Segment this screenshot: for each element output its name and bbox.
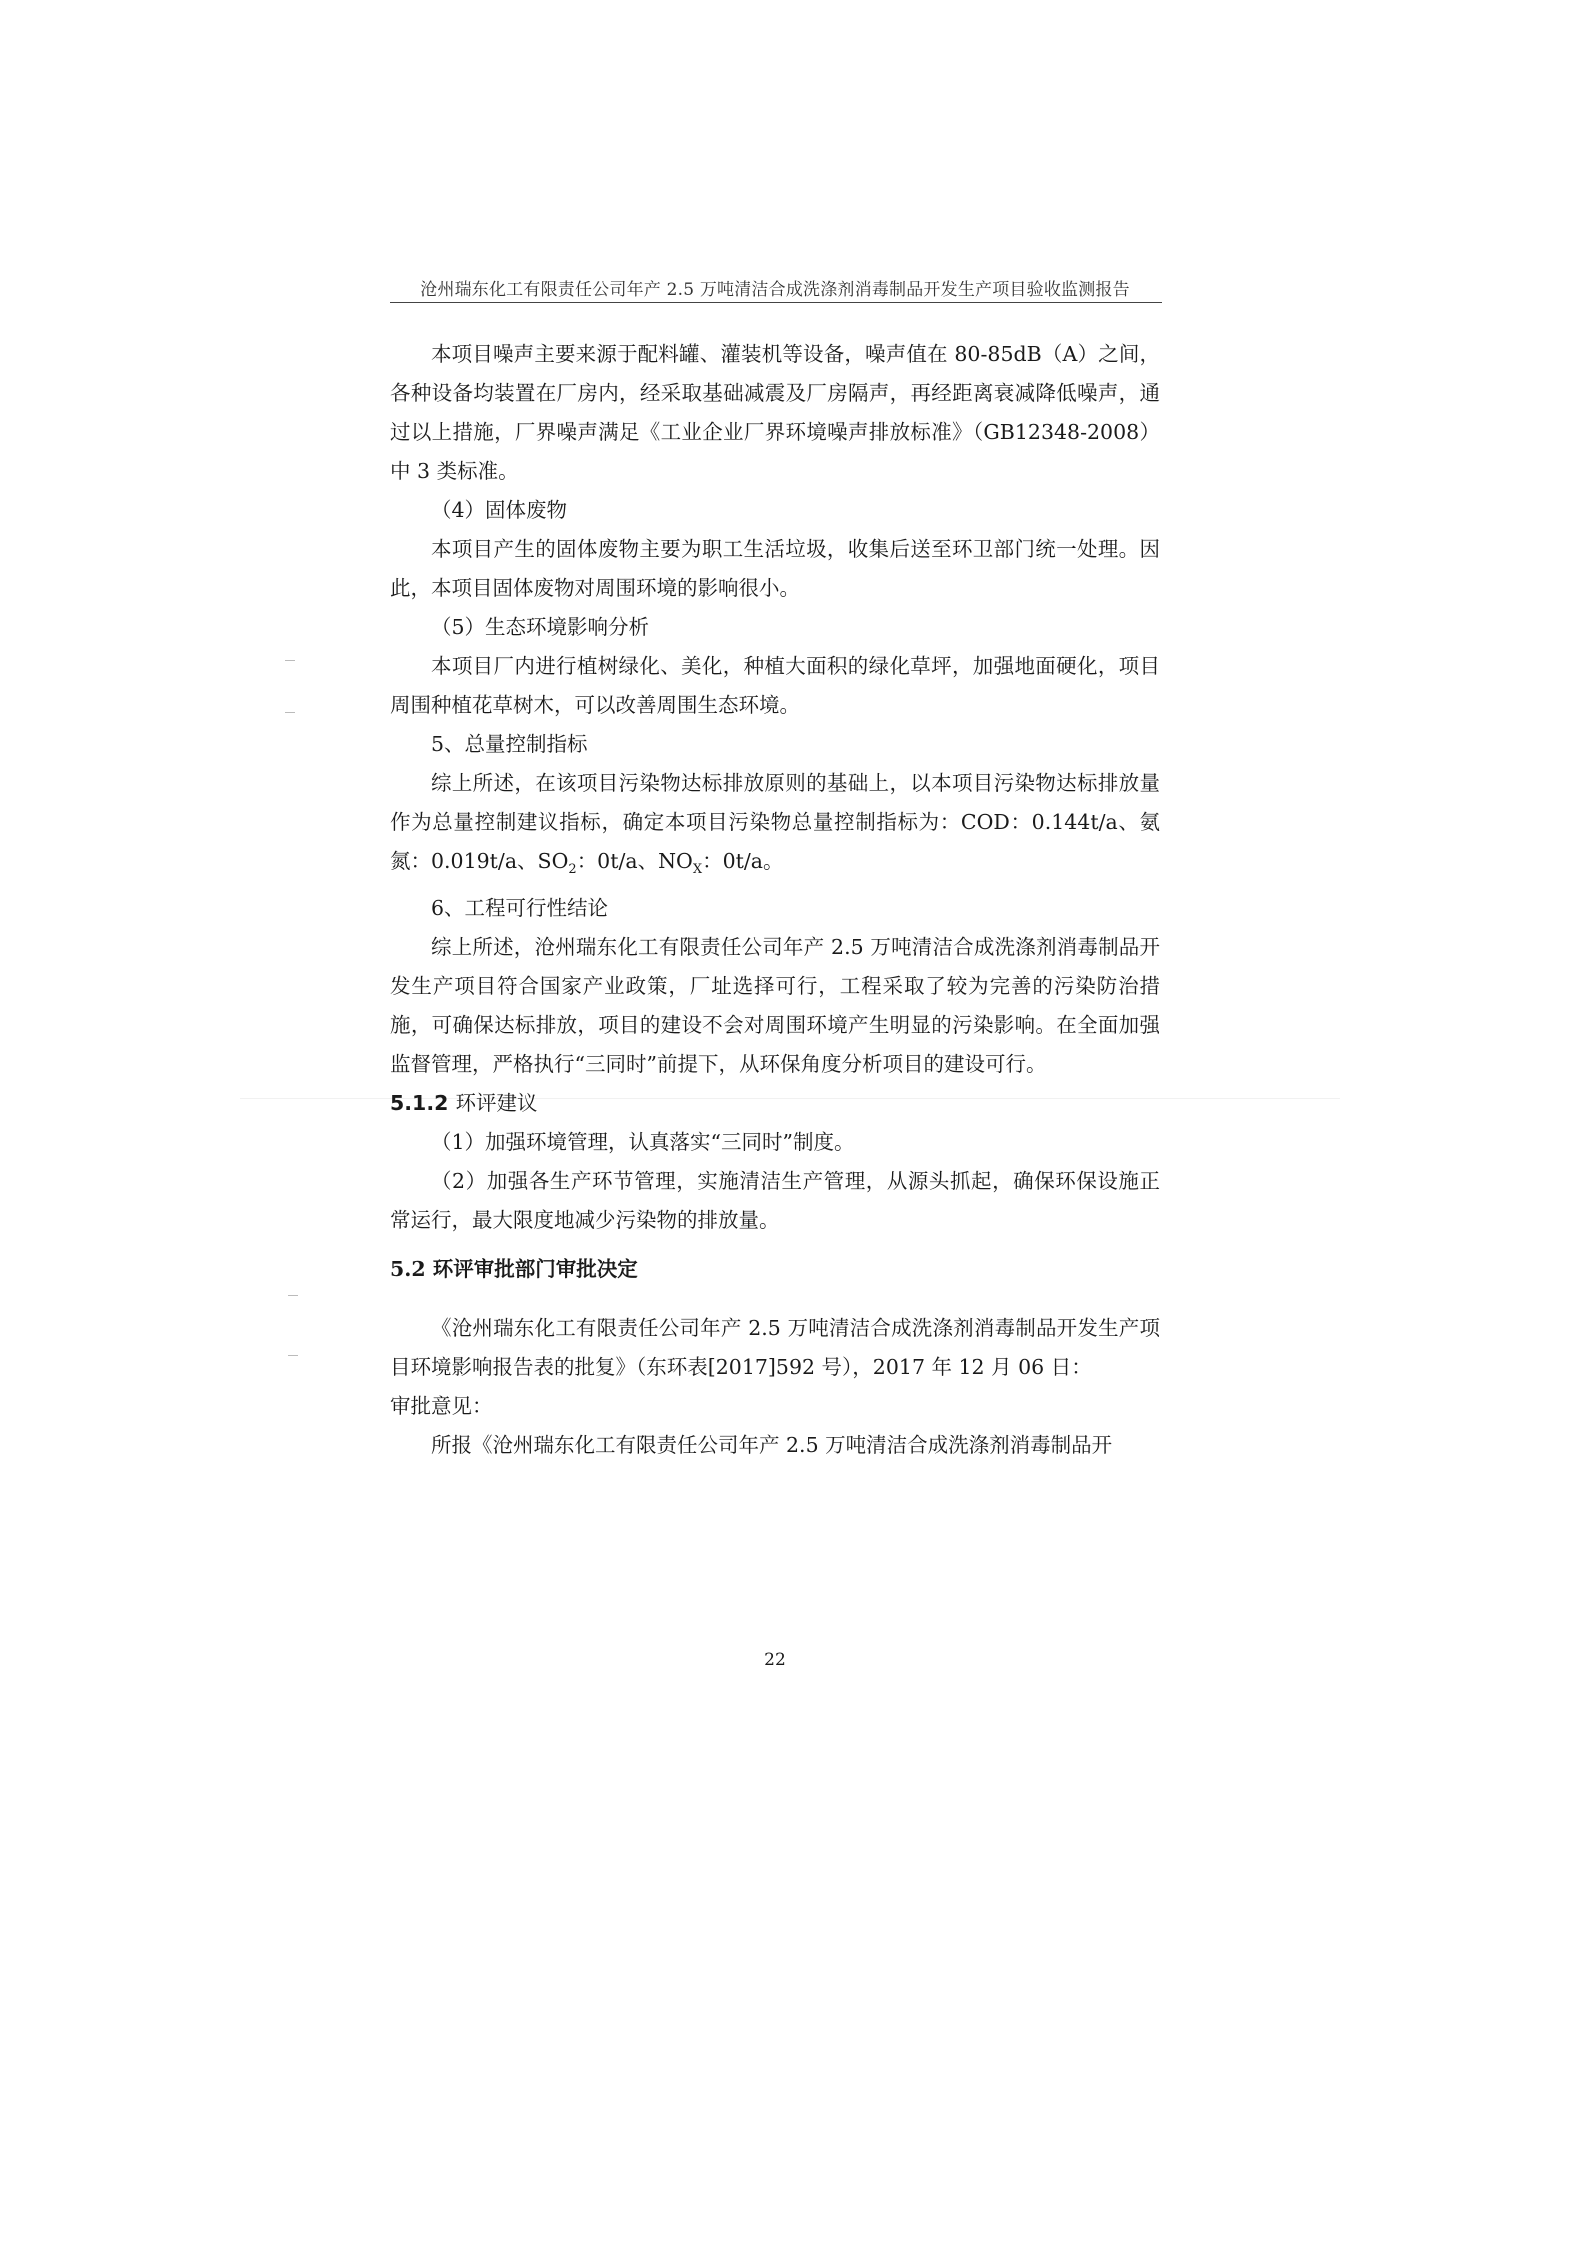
total-control-text-b: ：0t/a、NO bbox=[576, 849, 693, 873]
document-body bbox=[390, 335, 1160, 1465]
feasibility-paragraph: 综上所述，沧州瑞东化工有限责任公司年产 2.5 万吨清洁合成洗涤剂消毒制品开发生产项目符合国家产业政策，厂址选择可行，工程采取了较为完善的污染防治措施，可确保达标排放，项目的建设不会对周围环境产生明显的污染影响。在全面加强监督管理，严格执行“三同时”前提下，从环保角度分析项目的建设可行。 bbox=[390, 935, 1160, 1077]
solid-waste-heading: （4）固体废物 bbox=[431, 498, 568, 522]
noise-paragraph: 本项目噪声主要来源于配料罐、灌装机等设备，噪声值在 80-85dB（A）之间，各种设备均装置在厂房内，经采取基础减震及厂房隔声，再经距离衰减降低噪声，通过以上措施，厂界噪声满足《工业企业厂界环境噪声排放标准》（GB12348-2008）中 3 类标准。 bbox=[390, 342, 1160, 483]
scan-mark bbox=[288, 1295, 298, 1296]
feasibility-heading: 6、工程可行性结论 bbox=[431, 896, 609, 921]
page-number: 22 bbox=[764, 1650, 786, 1670]
total-control-text-a: 综上所述，在该项目污染物达标排放原则的基础上，以本项目污染物达标排放量作为总量控制建议指标，确定本项目污染物总量控制指标为：COD：0.144t/a、氨氮：0.019t/a、SO bbox=[390, 771, 1160, 873]
section-52-heading: 5.2 环评审批部门审批决定 bbox=[390, 1257, 638, 1282]
total-control-text-c: ：0t/a。 bbox=[702, 849, 784, 873]
scan-mark bbox=[285, 660, 295, 661]
ecology-heading: （5）生态环境影响分析 bbox=[431, 615, 650, 639]
submitted-paragraph: 所报《沧州瑞东化工有限责任公司年产 2.5 万吨清洁合成洗涤剂消毒制品开 bbox=[431, 1433, 1113, 1458]
total-control-heading: 5、总量控制指标 bbox=[431, 732, 588, 756]
nox-subscript: X bbox=[692, 862, 703, 878]
running-header: 沧州瑞东化工有限责任公司年产 2.5 万吨清洁合成洗涤剂消毒制品开发生产项目验收监测报告 bbox=[420, 280, 1130, 300]
section-512-number: 5.1.2 bbox=[390, 1091, 449, 1116]
approval-paragraph: 《沧州瑞东化工有限责任公司年产 2.5 万吨清洁合成洗涤剂消毒制品开发生产项目环境影响报告表的批复》（东环表[2017]592 号），2017 年 12 月 06 日： bbox=[390, 1316, 1160, 1380]
total-control-paragraph bbox=[390, 764, 1160, 889]
section-512-title: 环评建议 bbox=[455, 1091, 538, 1116]
suggestion-2: （2）加强各生产环节管理，实施清洁生产管理，从源头抓起，确保环保设施正常运行，最大限度地减少污染物的排放量。 bbox=[390, 1169, 1160, 1233]
suggestion-1: （1）加强环境管理，认真落实“三同时”制度。 bbox=[431, 1130, 855, 1155]
scan-mark bbox=[288, 1355, 298, 1356]
so2-subscript: 2 bbox=[568, 862, 577, 878]
approval-opinion: 审批意见： bbox=[390, 1394, 493, 1419]
header-rule bbox=[390, 302, 1162, 303]
scan-mark bbox=[285, 712, 295, 713]
solid-waste-paragraph: 本项目产生的固体废物主要为职工生活垃圾，收集后送至环卫部门统一处理。因此，本项目固体废物对周围环境的影响很小。 bbox=[390, 537, 1160, 600]
ecology-paragraph: 本项目厂内进行植树绿化、美化，种植大面积的绿化草坪，加强地面硬化，项目周围种植花草树木，可以改善周围生态环境。 bbox=[390, 654, 1160, 717]
section-512-heading bbox=[390, 1084, 1160, 1123]
